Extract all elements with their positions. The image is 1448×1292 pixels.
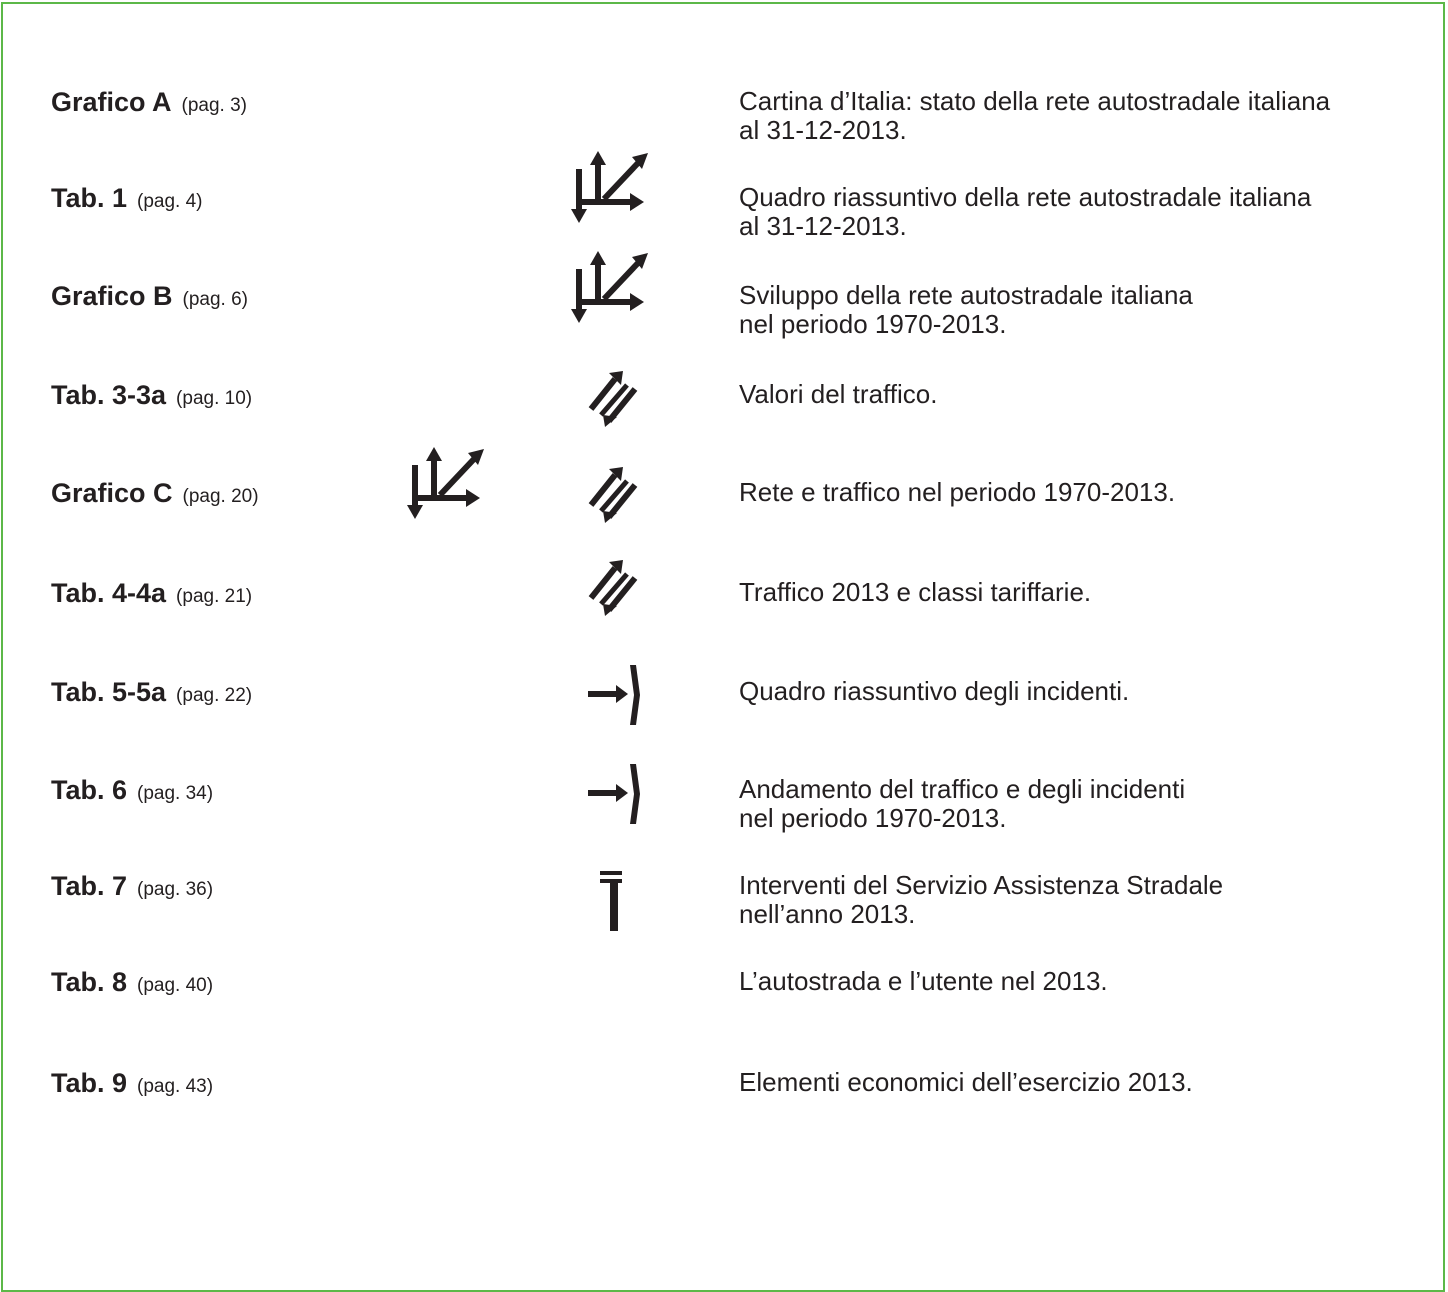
- network-icon: [570, 147, 650, 231]
- page-reference: (pag. 43): [137, 1076, 214, 1097]
- list-item: [3, 83, 1447, 153]
- page-reference: (pag. 20): [182, 486, 259, 507]
- list-item: [3, 1068, 1447, 1138]
- traffic-icon: [581, 367, 645, 431]
- item-title: Grafico A: [51, 87, 172, 117]
- item-title: Grafico B: [51, 281, 173, 311]
- item-description: Rete e traffico nel periodo 1970-2013.: [739, 477, 1176, 507]
- item-description: Cartina d’Italia: stato della rete autostradale italiana al 31-12-2013.: [739, 86, 1331, 145]
- traffic-icon: [581, 463, 645, 527]
- page-reference: (pag. 3): [181, 95, 248, 116]
- item-title: Tab. 4-4a: [51, 578, 167, 608]
- page-reference: (pag. 34): [137, 783, 214, 804]
- page-reference: (pag. 6): [182, 289, 249, 310]
- network-icon: [406, 443, 486, 527]
- item-description: Interventi del Servizio Assistenza Stradale nell’anno 2013.: [739, 870, 1224, 929]
- list-item: [3, 967, 1447, 1037]
- item-title: Tab. 5-5a: [51, 677, 167, 707]
- item-description: Quadro riassuntivo della rete autostradale italiana al 31-12-2013.: [739, 182, 1312, 241]
- list-item: [3, 677, 1447, 747]
- item-title: Grafico C: [51, 478, 173, 508]
- assistance-icon: [596, 869, 626, 933]
- list-item: [3, 478, 1447, 548]
- item-description: L’autostrada e l’utente nel 2013.: [739, 966, 1108, 996]
- list-item: [3, 578, 1447, 648]
- incident-icon: [586, 762, 646, 826]
- list-item: [3, 775, 1447, 845]
- network-icon: [570, 247, 650, 331]
- item-title: Tab. 7: [51, 871, 128, 901]
- item-description: Traffico 2013 e classi tariffarie.: [739, 577, 1092, 607]
- item-description: Valori del traffico.: [739, 379, 938, 409]
- contents-frame: [1, 2, 1445, 1292]
- page-reference: (pag. 22): [176, 685, 253, 706]
- item-description: Elementi economici dell’esercizio 2013.: [739, 1067, 1193, 1097]
- page-reference: (pag. 21): [176, 586, 253, 607]
- page-reference: (pag. 40): [137, 975, 214, 996]
- item-description: Quadro riassuntivo degli incidenti.: [739, 676, 1130, 706]
- item-description: Andamento del traffico e degli incidenti nel periodo 1970-2013.: [739, 774, 1186, 833]
- incident-icon: [586, 663, 646, 727]
- list-item: [3, 280, 1447, 350]
- list-item: [3, 182, 1447, 252]
- traffic-icon: [581, 556, 645, 620]
- page-reference: (pag. 36): [137, 879, 214, 900]
- item-description: Sviluppo della rete autostradale italiana nel periodo 1970-2013.: [739, 280, 1193, 339]
- page-reference: (pag. 10): [176, 388, 253, 409]
- page-reference: (pag. 4): [137, 191, 203, 212]
- list-item: [3, 380, 1447, 450]
- item-title: Tab. 8: [51, 967, 128, 997]
- item-title: Tab. 3-3a: [51, 380, 167, 410]
- list-item: [3, 871, 1447, 941]
- item-title: Tab. 1: [51, 183, 128, 213]
- item-title: Tab. 6: [51, 775, 128, 805]
- item-title: Tab. 9: [51, 1068, 128, 1098]
